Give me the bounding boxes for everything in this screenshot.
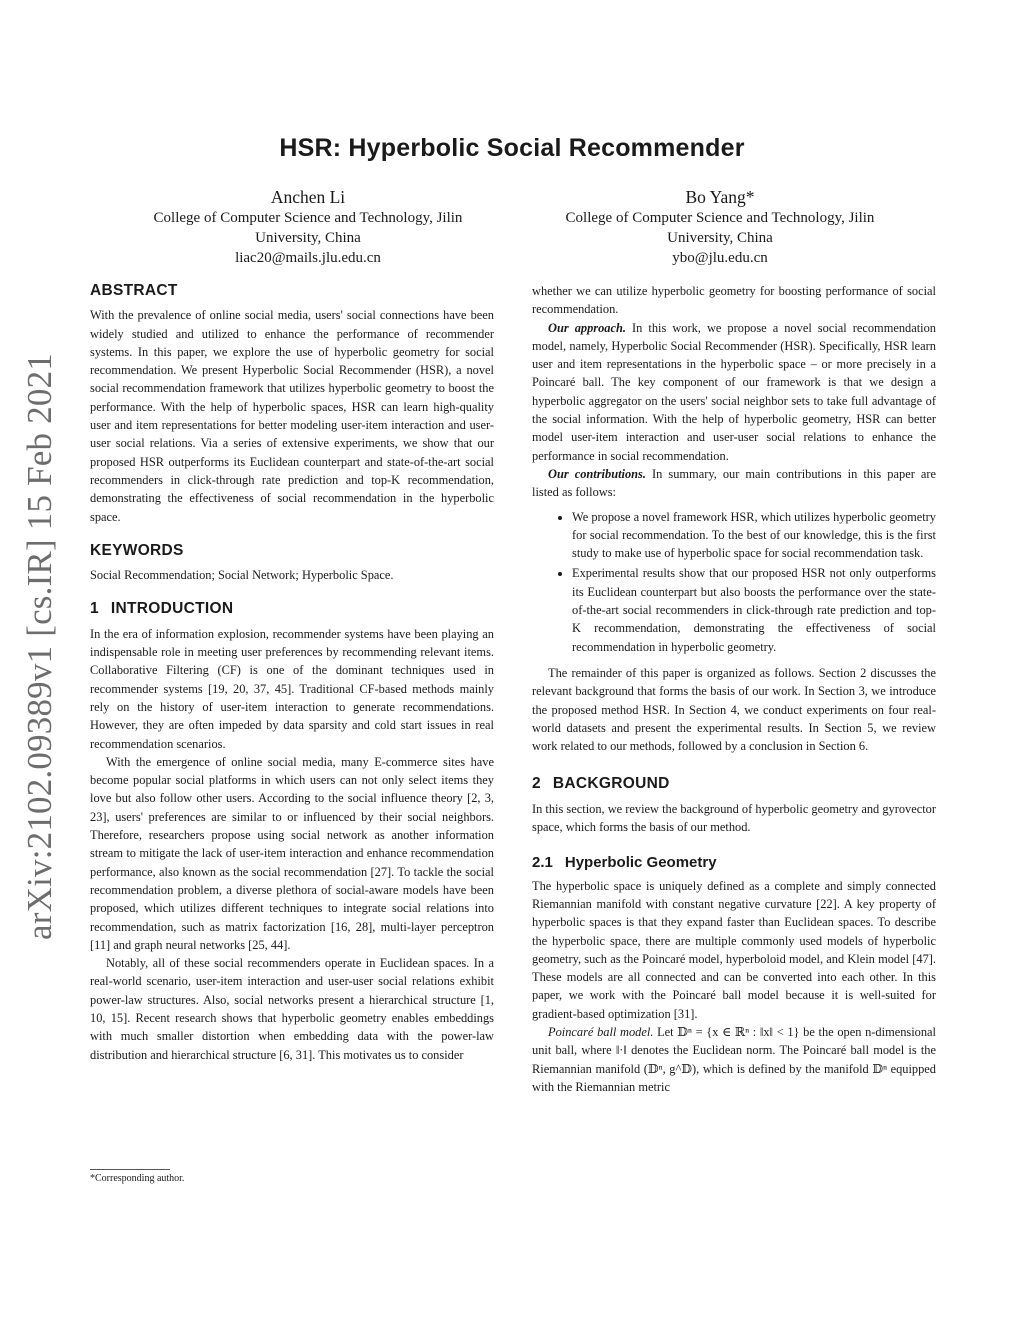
author-name: Anchen Li [270,187,346,207]
abstract-heading: ABSTRACT [90,282,178,299]
intro-heading [90,600,494,618]
hyperbolic-paragraph: The hyperbolic space is uniquely defined as a complete and simply connected Riemannian manifold with constant negative curvature [22]. A key property of hyperbolic spaces is that they expand faster than Euclidean spaces. To describe the hyperbolic space, there are multiple commonly used models of hyperbolic geometry, such as the Poincaré model, hyperboloid model, and Klein model [47]. These models are all connected and can be converted into each other. In this paper, we work with the Poincaré ball model because it is well-suited for gradient-based optimization [31]. [532,878,936,1021]
contributions-list [532,508,936,656]
abstract-text: With the prevalence of online social media, users' social connections have been widely studied and utilized to enhance the performance of recommender systems. In this paper, we explore the use of hyperbolic geometry for social recommendation. We present Hyperbolic Social Recommender (HSR), a novel social recommendation framework that utilizes hyperbolic geometry to boost the performance. With the help of hyperbolic spaces, HSR can learn high-quality user and item representations for better modeling user-item interaction and user-user social relations. Via a series of extensive experiments, we show that our proposed HSR outperforms its Euclidean counterpart and state-of-the-art social recommenders in click-through rate prediction and top-K recommendation, demonstrating the effectiveness of social recommendation in the hyperbolic space. [90,308,494,524]
intro-continuation: whether we can utilize hyperbolic geometry for boosting performance of social recommendation. [532,284,936,317]
author-affiliation: College of Computer Science and Technology, Jilin University, China [565,210,875,246]
list-item: • Experimental results show that our proposed HSR not only outperforms its Euclidean counterpart but also boosts the performance over the state-of-the-art social recommenders in click-through rate prediction and top-K recommendation, demonstrating the effectiveness of social recommendation in hyperbolic geometry. [572,564,936,655]
approach-label: Our approach. [548,320,626,335]
approach-text: In this work, we propose a novel social recommendation model, namely, Hyperbolic Social Recommender (HSR). Specifically, HSR learn user and item representations in the hyperbolic space – or more precisely in a Poincaré ball. The key component of our framework is that we design a hyperbolic aggregator on the users' social neighbor sets to take full advantage of the social information. With the help of hyperbolic geometry, HSR can better model user-item interaction and user-user social relations to enhance the performance in social recommendation. [532,320,936,463]
intro-paragraph-2: With the emergence of online social media, many E-commerce sites have become popular social platforms in which users can not only select items they love but also follow other users. According to the social influence theory [2, 3, 23], users' preferences are similar to or influenced by their social neighbors. Therefore, researchers propose using social network as another information stream to mitigate the lack of user-item interaction and enhance recommendation performance, also known as the social recommendation [27]. To tackle the social recommendation problem, a diverse plethora of social-aware models have been proposed, which utilizes different techniques to integrate social relations into recommendation, such as matrix factorization [16, 28], multi-layer perceptron [11] and graph neural networks [25, 44]. [90,754,494,952]
author-block-1 [128,186,488,268]
author-name: Bo Yang* [685,187,755,207]
contributions-text: In summary, our main contributions in this paper are listed as follows: [532,466,936,500]
poincare-label: Poincaré ball model. [548,1024,654,1039]
section-title: INTRODUCTION [110,600,234,618]
author-email: ybo@jlu.edu.cn [672,250,768,266]
background-heading [532,775,936,793]
poincare-text: Let 𝔻ⁿ = {x ∈ ℝⁿ : ‖x‖ < 1} be the open n-dimensional unit ball, where ‖·‖ denotes the Euclidean norm. The Poincaré ball model is the Riemannian manifold (𝔻ⁿ, g^𝔻), which is defined by the manifold 𝔻ⁿ equipped with the Riemannian metric [532,1024,936,1094]
intro-paragraph-1: In the era of information explosion, recommender systems have been playing an indispensable role in meeting user preferences by recommending relevant items. Collaborative Filtering (CF) is one of the dominant techniques used in recommender systems [19, 20, 37, 45]. Traditional CF-based methods mainly rely on the history of user-item interaction to generate recommendations. However, they are often impeded by data sparsity and cold start issues in real recommendation scenarios. [90,626,494,751]
keywords-heading: KEYWORDS [90,541,184,559]
background-text: In this section, we review the background of hyperbolic geometry and gyrovector space, which forms the basis of our method. [532,801,936,835]
left-column [90,282,494,1064]
section-number: 1 [90,600,99,618]
author-block-2 [540,186,900,268]
footnote: *Corresponding author. [90,1173,185,1184]
organization-paragraph: The remainder of this paper is organized as follows. Section 2 discusses the relevant background that forms the basis of our work. In Section 3, we introduce the proposed method HSR. In Section 4, we conduct experiments on four real-world datasets and present the experimental results. In Section 5, we review work related to our methods, followed by a conclusion in Section 6. [532,665,936,754]
approach-paragraph [532,319,936,465]
section-number: 2.1 [532,854,553,872]
contributions-label: Our contributions. [548,466,646,481]
contributions-paragraph [532,465,936,502]
intro-paragraph-3: Notably, all of these social recommenders operate in Euclidean spaces. In a real-world scenario, user-item interaction and user-user social relations exhibit power-law structures. Also, social networks present a hierarchical structure [1, 10, 15]. Recent research shows that hyperbolic geometry enables embeddings with much smaller distortion when embedding data with the power-law distribution and hierarchical structure [6, 31]. This motivates us to consider [90,956,494,1062]
section-title: BACKGROUND [552,775,670,793]
arxiv-identifier: arXiv:2102.09389v1 [cs.IR] 15 Feb 2021 [20,353,59,940]
keywords-text: Social Recommendation; Social Network; Hyperbolic Space. [90,568,394,583]
footnote-divider [90,1169,170,1170]
section-number: 2 [532,775,541,793]
list-item: • We propose a novel framework HSR, which utilizes hyperbolic geometry for social recommendation. To the best of our knowledge, this is the first study to make use of hyperbolic space for social recommendation task. [572,508,936,563]
poincare-paragraph [532,1023,936,1096]
author-email: liac20@mails.jlu.edu.cn [235,250,381,266]
hyperbolic-heading [532,854,936,872]
section-title: Hyperbolic Geometry [564,854,717,872]
paper-title: HSR: Hyperbolic Social Recommender [279,134,745,162]
right-column [532,282,936,1096]
author-affiliation: College of Computer Science and Technology, Jilin University, China [153,210,463,246]
